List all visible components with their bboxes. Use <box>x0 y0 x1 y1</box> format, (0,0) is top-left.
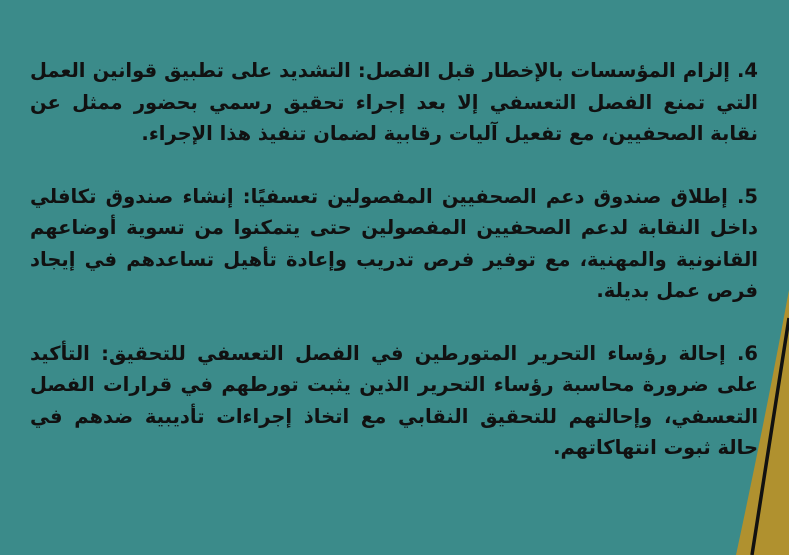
paragraph-item-6: 6. إحالة رؤساء التحرير المتورطين في الفصل التعسفي للتحقيق: التأكيد على ضرورة محاسبة رؤساء التحرير الذين يثبت تورطهم في قرارات الفصل التعسفي، وإحالتهم للتحقيق النقابي مع اتخاذ إجراءات تأديبية ضدهم في حالة ثبوت انتهاكاتهم. <box>30 341 758 459</box>
text-content <box>30 55 758 464</box>
paragraph-item-5: 5. إطلاق صندوق دعم الصحفيين المفصولين تعسفيًا: إنشاء صندوق تكافلي داخل النقابة لدعم الصحفيين المفصولين حتى يتمكنوا من تسوية أوضاعهم القانونية والمهنية، مع توفير فرص تدريب وإعادة تأهيل تساعدهم في إيجاد فرص عمل بديلة. <box>30 184 758 302</box>
paragraph-item-4: 4. إلزام المؤسسات بالإخطار قبل الفصل: التشديد على تطبيق قوانين العمل التي تمنع الفصل التعسفي إلا بعد إجراء تحقيق رسمي بحضور ممثل عن نقابة الصحفيين، مع تفعيل آليات رقابية لضمان تنفيذ هذا الإجراء. <box>30 59 758 145</box>
